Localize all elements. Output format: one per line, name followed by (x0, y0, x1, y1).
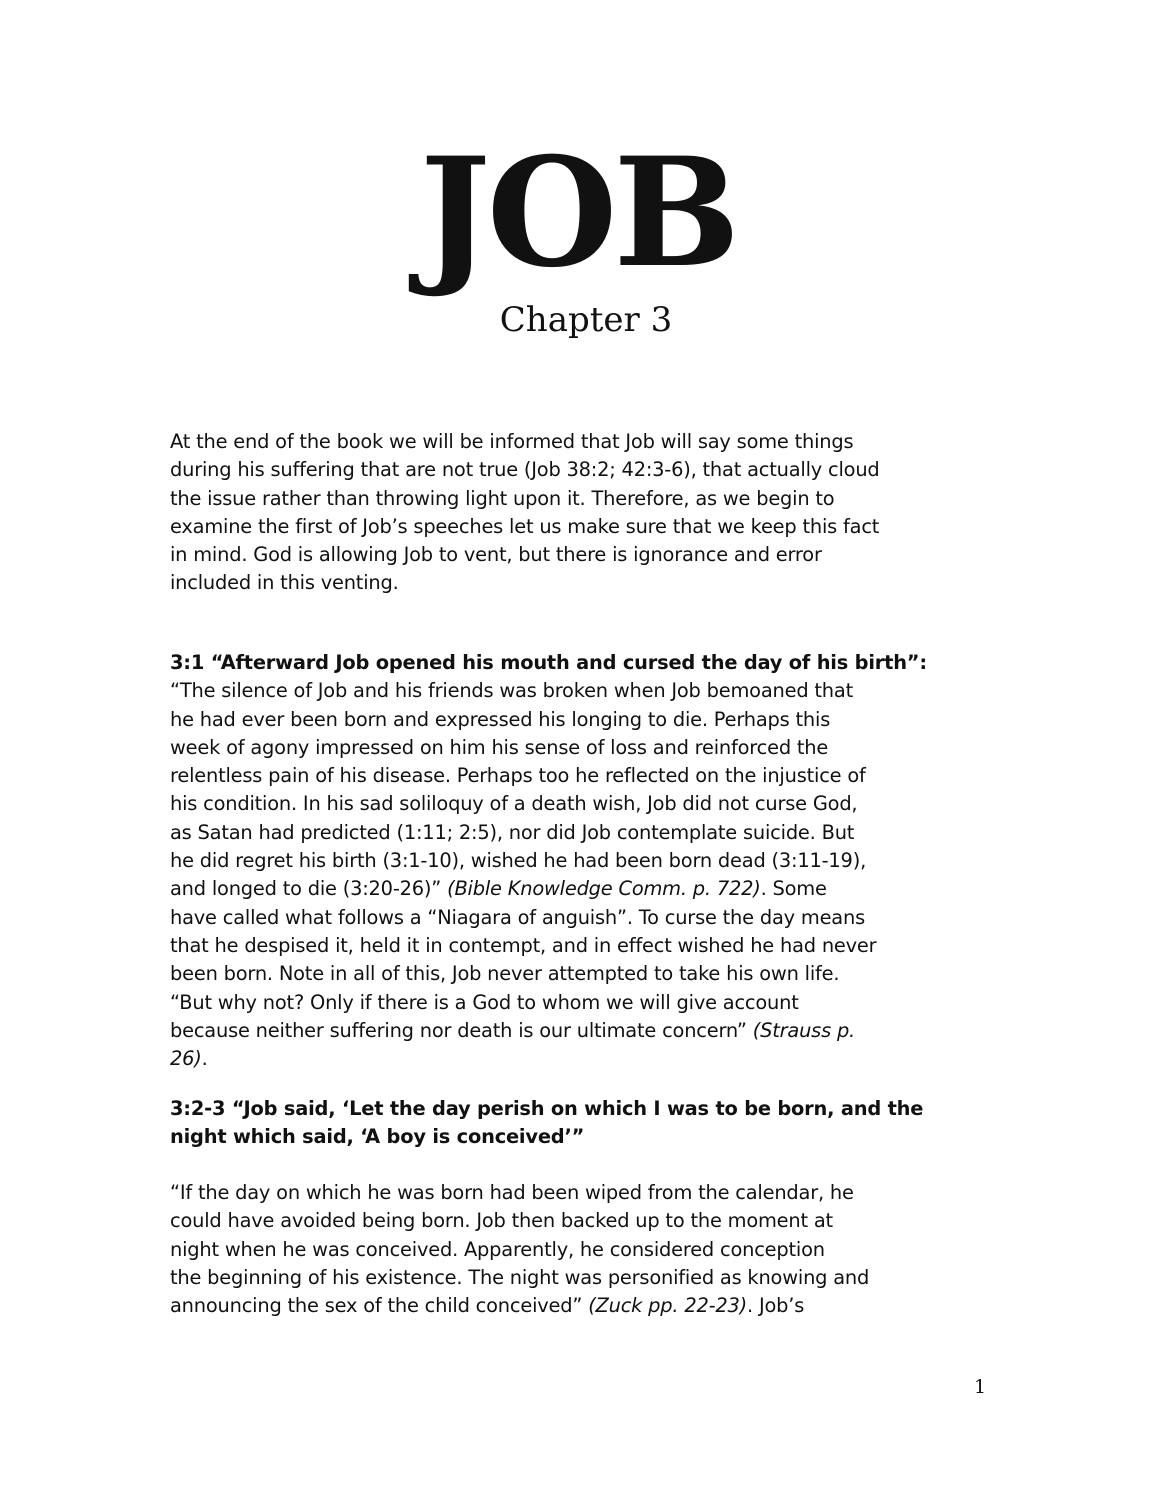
text-line (170, 1236, 869, 1264)
citation-text: 26) (170, 1047, 202, 1071)
text-line (170, 485, 880, 513)
body-text: during his suffering that are not true (Job 38:2; 42:3-6), that actually cloud (170, 458, 880, 482)
text-line (170, 904, 927, 932)
body-text: “But why not? Only if there is a God to whom we will give account (170, 990, 799, 1014)
text-line (170, 960, 927, 988)
verse-heading-text: 3:1 “Afterward Job opened his mouth and cursed the day of his birth”: (170, 651, 927, 674)
verse-heading-text: 3:2-3 “Job said, ‘Let the day perish on which I was to be born, and the (170, 1097, 924, 1120)
text-line (170, 762, 927, 790)
body-text: announcing the sex of the child conceived” (170, 1294, 589, 1318)
text-line (170, 649, 927, 677)
text-line (170, 428, 880, 456)
body-text: he did regret his birth (3:1-10), wished he had been born dead (3:11-19), (170, 849, 867, 873)
text-line (170, 875, 927, 903)
citation-text: (Zuck pp. 22-23) (588, 1294, 748, 1318)
text-line (170, 989, 927, 1017)
body-text: . (201, 1047, 208, 1071)
citation-text: (Strauss p. (752, 1018, 856, 1042)
text-line (170, 819, 927, 847)
text-line (170, 456, 880, 484)
text-line (170, 790, 927, 818)
text-line (170, 1045, 927, 1073)
verse-heading-text: night which said, ‘A boy is conceived’” (170, 1125, 585, 1149)
body-text: have called what follows a “Niagara of anguish”. To curse the day means (170, 905, 865, 929)
text-line (170, 1207, 869, 1235)
page-number: 1 (974, 1376, 987, 1398)
body-text: included in this venting. (170, 571, 399, 595)
intro-paragraph (170, 428, 880, 598)
verse-3-1-paragraph (170, 649, 927, 1073)
text-line (170, 1264, 869, 1292)
text-line (170, 847, 927, 875)
body-text: night when he was conceived. Apparently, he considered conception (170, 1237, 825, 1261)
body-text: the issue rather than throwing light upon it. Therefore, as we begin to (170, 486, 835, 510)
text-line (170, 932, 927, 960)
body-text: “The silence of Job and his friends was broken when Job bemoaned that (170, 679, 853, 703)
text-line (170, 1095, 923, 1123)
body-text: and longed to die (3:20-26)” (170, 877, 448, 901)
chapter-subtitle: Chapter 3 (499, 300, 673, 340)
body-text: At the end of the book we will be informed that Job will say some things (170, 430, 854, 453)
body-text: as Satan had predicted (1:11; 2:5), nor did Job contemplate suicide. But (170, 820, 855, 844)
body-text: . Job’s (747, 1294, 805, 1318)
body-text: his condition. In his sad soliloquy of a death wish, Job did not curse God, (170, 792, 858, 816)
text-line (170, 677, 927, 705)
body-text: examine the first of Job’s speeches let us make sure that we keep this fact (170, 514, 880, 538)
text-line (170, 734, 927, 762)
text-line (170, 1017, 927, 1045)
body-text: that he despised it, held it in contempt, and in effect wished he had never (170, 933, 877, 957)
text-line (170, 1292, 869, 1320)
text-line (170, 1179, 869, 1207)
text-line (170, 569, 880, 597)
citation-text: (Bible Knowledge Comm. p. 722) (447, 877, 761, 901)
body-text: because neither suffering nor death is our ultimate concern” (170, 1018, 753, 1042)
body-text: he had ever been born and expressed his longing to die. Perhaps this (170, 707, 831, 731)
text-line (170, 541, 880, 569)
body-text: relentless pain of his disease. Perhaps too he reflected on the injustice of (170, 764, 866, 788)
verse-3-2-3-commentary (170, 1179, 869, 1320)
document-title: JOB (419, 125, 737, 301)
body-text: the beginning of his existence. The night was personified as knowing and (170, 1265, 870, 1289)
body-text: . Some (760, 877, 827, 901)
text-line (170, 706, 927, 734)
text-line (170, 513, 880, 541)
body-text: been born. Note in all of this, Job never attempted to take his own life. (170, 962, 840, 986)
body-text: in mind. God is allowing Job to vent, but there is ignorance and error (170, 543, 822, 567)
verse-3-2-3-heading (170, 1095, 923, 1152)
text-line (170, 1123, 923, 1151)
body-text: “If the day on which he was born had been wiped from the calendar, he (170, 1181, 854, 1204)
body-text: week of agony impressed on him his sense of loss and reinforced the (170, 735, 829, 759)
body-text: could have avoided being born. Job then backed up to the moment at (170, 1209, 833, 1233)
